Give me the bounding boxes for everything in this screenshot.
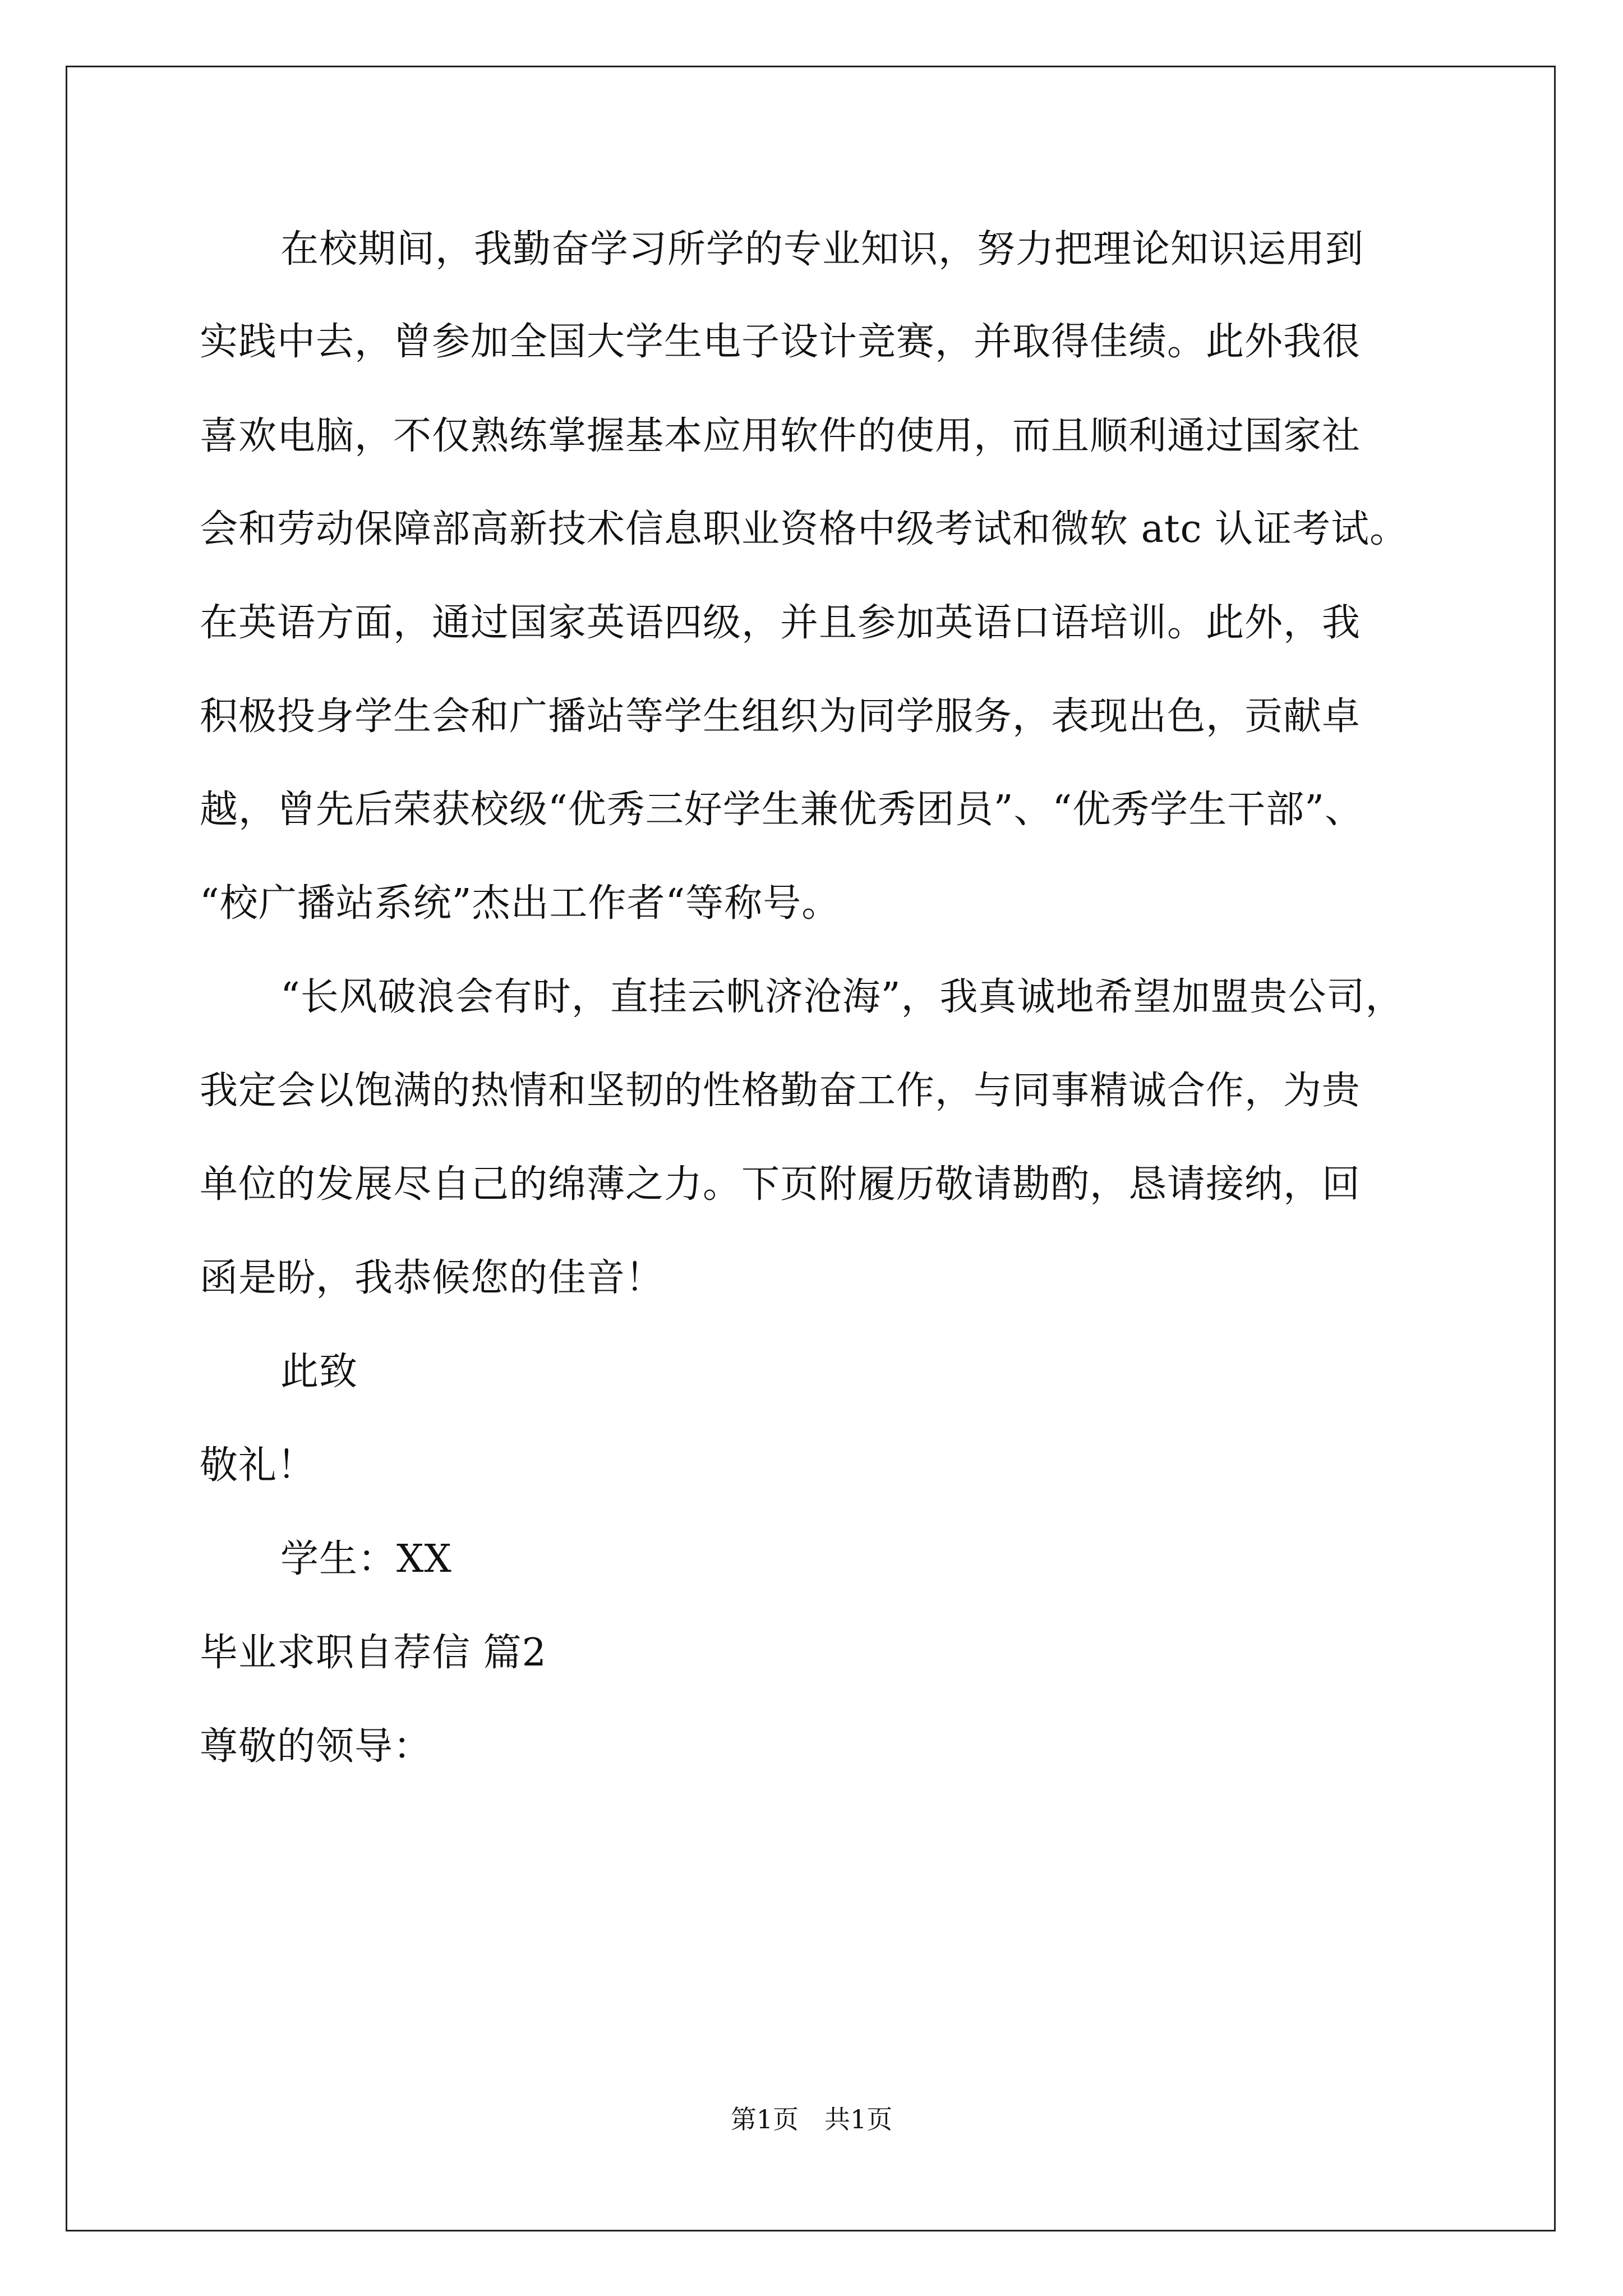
page-border: [66, 66, 1556, 2231]
paragraph-2-line-1: “长风破浪会有时，直挂云帆济沧海”，我真诚地希望加盟贵公司，: [280, 975, 1404, 1019]
paragraph-1-line-6: 积极投身学生会和广播站等学生组织为同学服务，表现出色，贡献卓: [200, 694, 1361, 739]
page-footer: 第1页 共1页: [730, 2104, 893, 2134]
paragraph-2-line-4: 函是盼，我恭候您的佳音！: [200, 1256, 665, 1300]
paragraph-2-line-2: 我定会以饱满的热情和坚韧的性格勤奋工作，与同事精诚合作，为贵: [200, 1069, 1361, 1113]
salute-text: 敬礼！: [200, 1443, 316, 1488]
paragraph-1-line-1: 在校期间，我勤奋学习所学的专业知识，努力把理论知识运用到: [280, 227, 1364, 272]
greeting-text: 尊敬的领导：: [200, 1724, 432, 1769]
closing-text: 此致: [280, 1350, 358, 1394]
section-title: 毕业求职自荐信 篇2: [200, 1631, 547, 1675]
signature-text: 学生：XX: [280, 1537, 452, 1581]
paragraph-2-line-3: 单位的发展尽自己的绵薄之力。下页附履历敬请勘酌，恳请接纳，回: [200, 1162, 1361, 1207]
paragraph-1-line-2: 实践中去，曾参加全国大学生电子设计竞赛，并取得佳绩。此外我很: [200, 320, 1361, 364]
paragraph-1-line-3: 喜欢电脑，不仅熟练掌握基本应用软件的使用，而且顺利通过国家社: [200, 414, 1361, 458]
paragraph-1-line-8: “校广播站系统”杰出工作者“等称号。: [200, 881, 841, 926]
paragraph-1-line-7: 越，曾先后荣获校级“优秀三好学生兼优秀团员”、“优秀学生干部”、: [200, 788, 1364, 832]
paragraph-1-line-4: 会和劳动保障部高新技术信息职业资格中级考试和微软 atc 认证考试。: [200, 507, 1409, 551]
paragraph-1-line-5: 在英语方面，通过国家英语四级，并且参加英语口语培训。此外，我: [200, 601, 1361, 645]
